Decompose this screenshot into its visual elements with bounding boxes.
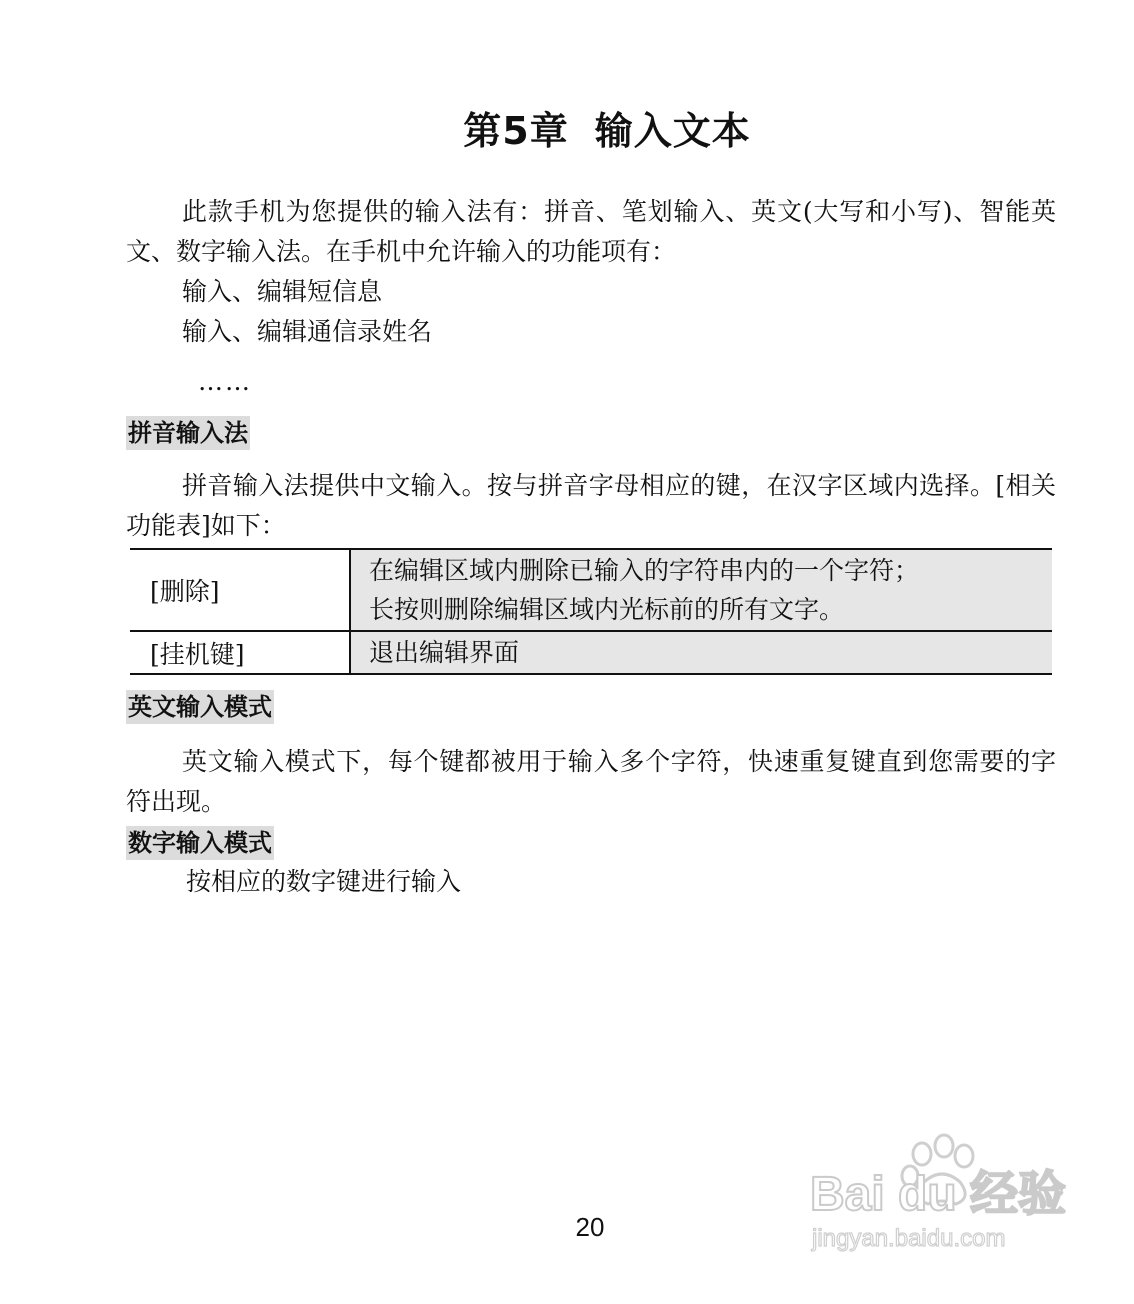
intro-paragraph: 此款手机为您提供的输入法有：拼音、笔划输入、英文(大写和小写)、智能英文、数字输入法。在手机中允许输入的功能项有： [126, 197, 1056, 266]
chapter-number: 第5章 [463, 109, 569, 153]
watermark-url: jingyan.baidu.com [812, 1225, 1006, 1252]
number-text: 按相应的数字键进行输入 [186, 867, 462, 896]
chapter-title [40, 100, 1134, 155]
watermark-brand: Bai du 经验 [810, 1168, 1067, 1221]
intro-item: 输入、编辑短信息 [182, 277, 383, 306]
page-number: 20 [575, 1212, 605, 1242]
english-heading: 英文输入模式 [126, 690, 274, 724]
pinyin-heading: 拼音输入法 [126, 416, 250, 450]
intro-ellipsis: …… [198, 367, 252, 396]
table-key: [删除] [130, 549, 350, 631]
table-row [130, 631, 1052, 674]
function-table [130, 548, 1052, 675]
table-description [350, 549, 1052, 631]
english-paragraph: 英文输入模式下，每个键都被用于输入多个字符，快速重复键直到您需要的字符出现。 [126, 747, 1056, 816]
table-key: [挂机键] [130, 631, 350, 674]
description-line: 长按则删除编辑区域内光标前的所有文字。 [369, 595, 845, 624]
number-heading: 数字输入模式 [126, 826, 274, 860]
pinyin-paragraph: 拼音输入法提供中文输入。按与拼音字母相应的键，在汉字区域内选择。[相关功能表]如下： [126, 471, 1056, 540]
chapter-name: 输入文本 [594, 109, 751, 153]
intro-item: 输入、编辑通信录姓名 [182, 317, 433, 346]
table-description [350, 631, 1052, 674]
description-line: 在编辑区域内删除已输入的字符串内的一个字符； [369, 556, 920, 585]
baidu-jingyan-watermark [806, 1132, 1076, 1262]
description-line: 退出编辑界面 [369, 638, 520, 667]
table-row [130, 549, 1052, 631]
